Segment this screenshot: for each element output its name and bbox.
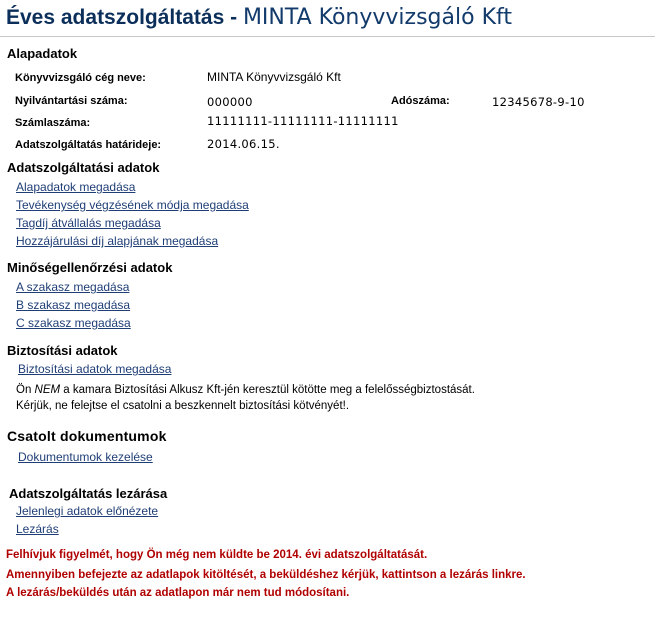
page-title-company: MINTA Könyvvizsgáló Kft [242,5,512,30]
insurance-note-emphasis: NEM [34,384,61,396]
section-heading-alapadatok: Alapadatok [7,46,78,61]
company-name-value: MINTA Könyvvizsgáló Kft [207,70,341,84]
registration-number-label: Nyilvántartási száma: [15,95,128,107]
warning-how-to-submit: Amennyiben befejezte az adatlapok kitöltését, a beküldéshez kérjük, kattintson a lezárás linkre. [6,569,526,581]
tax-number-label: Adószáma: [391,95,450,107]
link-b-szakasz[interactable]: B szakasz megadása [16,298,131,312]
section-heading-minoseg: Minőségellenőrzési adatok [7,260,173,275]
insurance-reminder: Kérjük, ne felejtse el csatolni a beszkennelt biztosítási kötvényét!. [16,400,350,412]
company-name-label: Könyvvizsgáló cég neve: [15,72,146,84]
page-title [6,4,512,30]
insurance-note-pre: Ön [16,384,35,396]
section-heading-csatolt: Csatolt dokumentumok [7,428,167,444]
link-tevekenyseg-megadasa[interactable]: Tevékenység végzésének módja megadása [16,198,249,212]
section-heading-adatszolgaltatasi: Adatszolgáltatási adatok [7,160,160,175]
registration-number-value: 000000 [207,95,253,109]
warning-no-modification: A lezárás/beküldés után az adatlapon már nem tud módosítani. [6,587,350,599]
tax-number-value: 12345678-9-10 [492,95,585,109]
link-alapadatok-megadasa[interactable]: Alapadatok megadása [16,180,136,194]
link-dokumentumok-kezelese[interactable]: Dokumentumok kezelése [18,450,153,464]
section-heading-biztositasi: Biztosítási adatok [7,343,118,358]
page-title-prefix: Éves adatszolgáltatás - [6,6,243,29]
link-elonezet[interactable]: Jelenlegi adatok előnézete [16,504,159,518]
account-number-label: Számlaszáma: [15,117,91,129]
link-c-szakasz[interactable]: C szakasz megadása [16,316,131,330]
account-number-value: 11111111-11111111-11111111 [207,114,399,128]
deadline-value: 2014.06.15. [207,137,280,151]
link-biztositasi-adatok[interactable]: Biztosítási adatok megadása [18,362,172,376]
insurance-note [16,384,475,396]
insurance-note-post: a kamara Biztosítási Alkusz Kft-jén keresztül kötötte meg a felelősségbiztostását. [60,384,475,396]
link-tagdij-megadasa[interactable]: Tagdíj átvállalás megadása [16,216,161,230]
link-a-szakasz[interactable]: A szakasz megadása [16,280,130,294]
warning-not-submitted: Felhívjuk figyelmét, hogy Ön még nem küldte be 2014. évi adatszolgáltatását. [6,549,428,561]
link-lezaras[interactable]: Lezárás [16,522,59,536]
title-divider [0,36,655,37]
section-heading-lezaras: Adatszolgáltatás lezárása [9,486,168,501]
link-hozzajarulasi-dij-megadasa[interactable]: Hozzájárulási díj alapjának megadása [16,234,219,248]
deadline-label: Adatszolgáltatás határideje: [15,139,162,151]
